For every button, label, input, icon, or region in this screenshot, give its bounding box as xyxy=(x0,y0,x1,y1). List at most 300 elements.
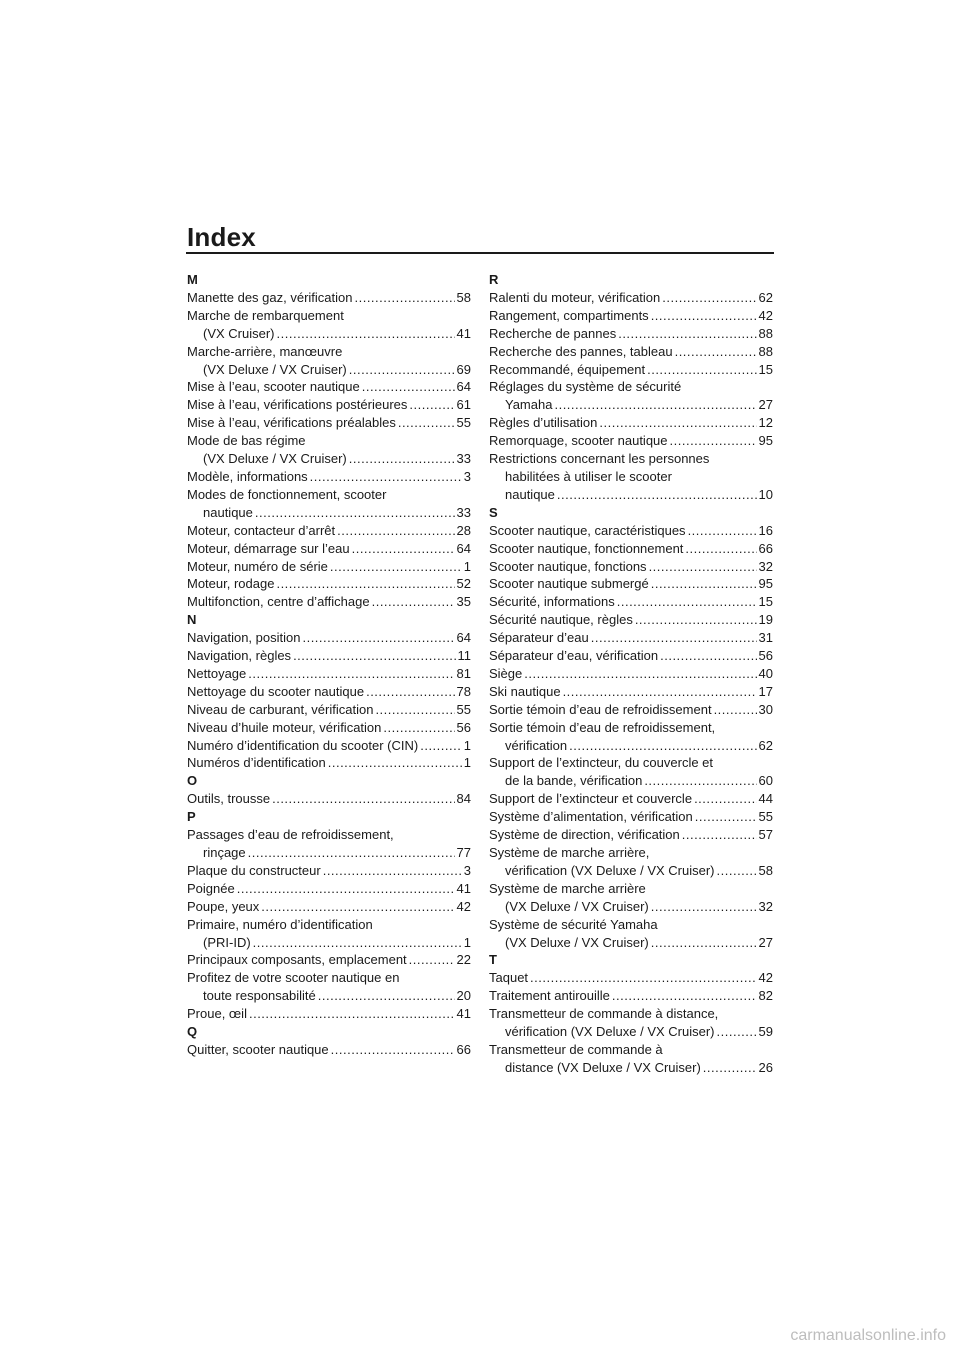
page-number: 40 xyxy=(758,665,773,681)
index-entry-text: Mise à l’eau, vérifications préalables xyxy=(187,415,396,431)
index-entry-text: Yamaha xyxy=(505,397,553,413)
index-entry[interactable] xyxy=(489,647,773,665)
dot-leader xyxy=(398,414,455,432)
index-entry[interactable] xyxy=(187,378,471,396)
page-number: 44 xyxy=(758,791,773,807)
dot-leader xyxy=(599,414,756,432)
index-entry-text: Mode de bas régime xyxy=(187,433,306,449)
index-entry[interactable] xyxy=(489,1005,773,1041)
index-entry-line xyxy=(489,665,773,683)
index-entry[interactable] xyxy=(187,969,471,1005)
index-entry[interactable] xyxy=(489,611,773,629)
index-entry[interactable] xyxy=(187,916,471,952)
index-entry-line xyxy=(187,289,471,307)
page-number: 88 xyxy=(758,343,773,359)
index-entry-line xyxy=(489,772,773,790)
index-entry[interactable] xyxy=(187,701,471,719)
page-number: 64 xyxy=(456,630,471,646)
index-entry-text: Mise à l’eau, vérifications postérieures xyxy=(187,397,408,413)
index-entry[interactable] xyxy=(489,522,773,540)
index-entry-line xyxy=(187,629,471,647)
index-entry-line xyxy=(187,683,471,701)
index-entry-text: distance (VX Deluxe / VX Cruiser) xyxy=(505,1059,701,1075)
dot-leader xyxy=(569,737,756,755)
dot-leader xyxy=(703,1059,757,1077)
index-entry-text: Manette des gaz, vérification xyxy=(187,289,353,305)
dot-leader xyxy=(651,934,757,952)
page-number: 64 xyxy=(456,540,471,556)
dot-leader xyxy=(409,396,454,414)
index-entry-line xyxy=(489,754,773,772)
page-number: 15 xyxy=(758,361,773,377)
index-entry-line xyxy=(489,1041,773,1059)
dot-leader xyxy=(635,611,757,629)
section-letter: P xyxy=(187,809,196,825)
page-number: 95 xyxy=(758,576,773,592)
index-entry[interactable] xyxy=(489,378,773,414)
dot-leader xyxy=(277,325,455,343)
page-number: 41 xyxy=(456,880,471,896)
index-entry[interactable] xyxy=(187,880,471,898)
index-entry-text: (PRI-ID) xyxy=(203,934,251,950)
index-entry-line xyxy=(187,558,471,576)
page-number: 41 xyxy=(456,325,471,341)
index-entry[interactable] xyxy=(187,522,471,540)
dot-leader xyxy=(647,361,756,379)
index-entry-line xyxy=(489,987,773,1005)
dot-leader xyxy=(330,558,462,576)
index-entry-text: Quitter, scooter nautique xyxy=(187,1041,329,1057)
index-entry-line xyxy=(187,468,471,486)
page-number: 20 xyxy=(456,988,471,1004)
index-entry[interactable] xyxy=(489,450,773,504)
title-divider xyxy=(186,252,774,254)
page-number: 42 xyxy=(758,970,773,986)
dot-leader xyxy=(255,504,455,522)
dot-leader xyxy=(331,1041,455,1059)
page-number: 60 xyxy=(758,773,773,789)
dot-leader xyxy=(651,898,757,916)
index-entry-text: Transmetteur de commande à distance, xyxy=(489,1006,719,1022)
page-number: 69 xyxy=(456,361,471,377)
index-entry-line xyxy=(187,969,471,987)
index-entry[interactable] xyxy=(489,307,773,325)
page-number: 41 xyxy=(456,1006,471,1022)
index-entry[interactable] xyxy=(489,540,773,558)
index-entry[interactable] xyxy=(489,701,773,719)
page-number: 10 xyxy=(758,486,773,502)
index-entry-line xyxy=(187,522,471,540)
index-entry-text: nautique xyxy=(505,486,555,502)
index-entry-line xyxy=(489,898,773,916)
index-entry-text: Séparateur d’eau, vérification xyxy=(489,648,659,664)
index-entry[interactable] xyxy=(489,414,773,432)
page-number: 31 xyxy=(758,630,773,646)
index-entry-line xyxy=(489,396,773,414)
index-entry-line xyxy=(187,880,471,898)
index-entry-text: Modèle, informations xyxy=(187,468,308,484)
index-entry[interactable] xyxy=(489,343,773,361)
index-entry[interactable] xyxy=(489,558,773,576)
index-entry[interactable] xyxy=(489,790,773,808)
index-entry[interactable] xyxy=(187,683,471,701)
page-number: 84 xyxy=(456,791,471,807)
index-entry[interactable] xyxy=(489,808,773,826)
index-entry[interactable] xyxy=(187,898,471,916)
index-entry[interactable] xyxy=(489,880,773,916)
index-entry-line xyxy=(489,522,773,540)
index-entry-text: (VX Cruiser) xyxy=(203,325,275,341)
dot-leader xyxy=(237,880,455,898)
index-entry[interactable] xyxy=(489,754,773,790)
index-entry-line xyxy=(187,414,471,432)
index-entry[interactable] xyxy=(187,468,471,486)
index-entry[interactable] xyxy=(187,629,471,647)
page-number: 1 xyxy=(463,755,471,771)
dot-leader xyxy=(383,719,454,737)
index-entry[interactable] xyxy=(187,665,471,683)
index-entry[interactable] xyxy=(489,719,773,755)
page-number: 26 xyxy=(758,1059,773,1075)
index-entry-text: Réglages du système de sécurité xyxy=(489,379,682,395)
dot-leader xyxy=(409,951,455,969)
index-entry-text: Scooter nautique, fonctions xyxy=(489,558,647,574)
dot-leader xyxy=(662,289,756,307)
dot-leader xyxy=(717,862,757,880)
index-entry-text: Marche de rembarquement xyxy=(187,307,344,323)
index-entry[interactable] xyxy=(187,575,471,593)
index-entry-text: Passages d’eau de refroidissement, xyxy=(187,827,394,843)
index-entry-line xyxy=(489,826,773,844)
index-entry-text: Niveau d’huile moteur, vérification xyxy=(187,719,382,735)
index-entry-text: Plaque du constructeur xyxy=(187,862,321,878)
index-entry-text: Sécurité, informations xyxy=(489,594,615,610)
index-entry-line xyxy=(489,432,773,450)
index-entry[interactable] xyxy=(489,987,773,1005)
index-entry-text: Poupe, yeux xyxy=(187,898,260,914)
dot-leader xyxy=(323,862,462,880)
dot-leader xyxy=(420,737,462,755)
index-entry-text: Modes de fonctionnement, scooter xyxy=(187,486,387,502)
index-entry-text: Nettoyage xyxy=(187,665,247,681)
page-number: 56 xyxy=(758,648,773,664)
index-entry-line xyxy=(187,325,471,343)
index-entry-line xyxy=(489,844,773,862)
index-entry-line xyxy=(489,701,773,719)
index-entry-line xyxy=(187,665,471,683)
index-entry-line xyxy=(187,987,471,1005)
page-number: 95 xyxy=(758,433,773,449)
index-entry[interactable] xyxy=(489,575,773,593)
index-entry-text: Support de l’extincteur, du couvercle et xyxy=(489,755,714,771)
index-entry-line xyxy=(489,683,773,701)
page-number: 17 xyxy=(758,683,773,699)
dot-leader xyxy=(557,486,757,504)
index-entry-text: (VX Deluxe / VX Cruiser) xyxy=(505,898,649,914)
index-entry[interactable] xyxy=(187,790,471,808)
index-entry-text: Navigation, règles xyxy=(187,648,292,664)
index-entry-line xyxy=(187,432,471,450)
dot-leader xyxy=(354,289,454,307)
dot-leader xyxy=(276,575,454,593)
page-number: 81 xyxy=(456,665,471,681)
dot-leader xyxy=(685,540,756,558)
index-entry[interactable] xyxy=(489,325,773,343)
page-number: 82 xyxy=(758,988,773,1004)
index-entry[interactable] xyxy=(489,844,773,880)
index-entry-text: Restrictions concernant les personnes xyxy=(489,451,710,467)
index-entry-text: Siège xyxy=(489,665,523,681)
index-entry[interactable] xyxy=(187,540,471,558)
index-entry[interactable] xyxy=(489,665,773,683)
index-entry-line xyxy=(489,934,773,952)
index-entry[interactable] xyxy=(489,1041,773,1077)
index-entry-text: Numéro d’identification du scooter (CIN) xyxy=(187,737,419,753)
page-number: 55 xyxy=(456,701,471,717)
index-entry-text: Système de direction, vérification xyxy=(489,827,680,843)
dot-leader xyxy=(310,468,462,486)
index-entry-text: Outils, trousse xyxy=(187,791,271,807)
index-entry[interactable] xyxy=(187,1005,471,1023)
index-entry-line xyxy=(187,719,471,737)
page-number: 56 xyxy=(456,719,471,735)
index-entry-text: Sécurité nautique, règles xyxy=(489,612,633,628)
index-entry[interactable] xyxy=(187,343,471,379)
page-number: 3 xyxy=(463,862,471,878)
dot-leader xyxy=(372,593,455,611)
page-number: 28 xyxy=(456,522,471,538)
index-entry[interactable] xyxy=(187,826,471,862)
index-entry-text: Moteur, contacteur d’arrêt xyxy=(187,522,336,538)
dot-leader xyxy=(612,987,757,1005)
index-entry-text: Scooter nautique submergé xyxy=(489,576,649,592)
section-letter: Q xyxy=(187,1024,198,1040)
index-entry-line xyxy=(489,808,773,826)
index-entry-line xyxy=(489,575,773,593)
index-entry-text: (VX Deluxe / VX Cruiser) xyxy=(203,451,347,467)
index-entry-text: Remorquage, scooter nautique xyxy=(489,433,668,449)
dot-leader xyxy=(714,701,757,719)
index-entry-text: Système de marche arrière xyxy=(489,880,646,896)
index-entry-line xyxy=(489,486,773,504)
index-entry-text: nautique xyxy=(203,504,253,520)
index-entry-line xyxy=(489,916,773,934)
dot-leader xyxy=(675,343,757,361)
page-number: 11 xyxy=(457,648,471,664)
index-entry-line xyxy=(187,343,471,361)
index-entry-text: Marche-arrière, manœuvre xyxy=(187,343,343,359)
index-entry-line xyxy=(187,916,471,934)
page-number: 30 xyxy=(758,701,773,717)
index-entry-line xyxy=(187,378,471,396)
index-entry-line xyxy=(489,862,773,880)
page-number: 66 xyxy=(456,1041,471,1057)
index-entry-text: Système d’alimentation, vérification xyxy=(489,809,693,825)
index-entry-line xyxy=(187,450,471,468)
index-entry-line xyxy=(187,307,471,325)
index-entry-text: Scooter nautique, caractéristiques xyxy=(489,522,686,538)
dot-leader xyxy=(349,450,455,468)
index-entry-line xyxy=(489,361,773,379)
index-entry-line xyxy=(489,325,773,343)
index-entry-line xyxy=(489,880,773,898)
section-letter: O xyxy=(187,773,198,789)
index-entry-line xyxy=(187,898,471,916)
index-entry-text: rinçage xyxy=(203,845,246,860)
index-entry-text: Sortie témoin d’eau de refroidissement, xyxy=(489,719,716,735)
index-entry-line xyxy=(187,862,471,880)
index-entry-text: Numéros d’identification xyxy=(187,755,326,771)
index-entry[interactable] xyxy=(187,289,471,307)
index-column-left xyxy=(187,271,471,1059)
index-entry[interactable] xyxy=(187,593,471,611)
index-entry-text: Rangement, compartiments xyxy=(489,307,649,323)
page-number: 27 xyxy=(758,934,773,950)
index-entry[interactable] xyxy=(187,558,471,576)
dot-leader xyxy=(688,522,757,540)
index-entry-line xyxy=(187,844,471,862)
dot-leader xyxy=(695,808,757,826)
index-entry-line xyxy=(187,1005,471,1023)
page-number: 42 xyxy=(758,307,773,323)
index-entry-text: Niveau de carburant, vérification xyxy=(187,701,374,717)
dot-leader xyxy=(318,987,455,1005)
index-entry-line xyxy=(187,575,471,593)
page-number: 78 xyxy=(456,683,471,699)
index-entry-line xyxy=(187,737,471,755)
page-number: 55 xyxy=(456,415,471,431)
index-entry-text: Ski nautique xyxy=(489,683,561,699)
index-entry-text: Séparateur d’eau xyxy=(489,630,589,646)
page-number: 52 xyxy=(456,576,471,592)
index-entry-text: Moteur, démarrage sur l’eau xyxy=(187,540,350,556)
index-entry[interactable] xyxy=(489,629,773,647)
index-entry-text: Mise à l’eau, scooter nautique xyxy=(187,379,360,395)
dot-leader xyxy=(352,540,455,558)
index-entry[interactable] xyxy=(187,647,471,665)
index-entry-line xyxy=(489,737,773,755)
index-entry-text: Moteur, numéro de série xyxy=(187,558,328,574)
index-entry-line xyxy=(187,593,471,611)
index-entry[interactable] xyxy=(187,1041,471,1059)
index-entry[interactable] xyxy=(187,754,471,772)
index-entry[interactable] xyxy=(489,289,773,307)
index-entry-line xyxy=(489,558,773,576)
index-entry-line xyxy=(187,396,471,414)
dot-leader xyxy=(328,754,462,772)
dot-leader xyxy=(651,575,757,593)
index-entry-line xyxy=(489,1023,773,1041)
page-number: 62 xyxy=(758,737,773,753)
index-entry-text: Multifonction, centre d’affichage xyxy=(187,594,370,610)
page-number: 15 xyxy=(758,594,773,610)
dot-leader xyxy=(249,1005,455,1023)
page-number: 22 xyxy=(456,952,471,968)
index-column-right xyxy=(489,271,773,1077)
index-entry[interactable] xyxy=(187,414,471,432)
index-entry[interactable] xyxy=(187,396,471,414)
dot-leader xyxy=(682,826,757,844)
dot-leader xyxy=(272,790,454,808)
index-entry-text: Profitez de votre scooter nautique en xyxy=(187,970,400,986)
index-entry-line xyxy=(489,611,773,629)
index-entry-line xyxy=(489,343,773,361)
page-number: 19 xyxy=(758,612,773,628)
index-entry[interactable] xyxy=(489,432,773,450)
index-entry-text: Support de l’extincteur et couvercle xyxy=(489,791,693,807)
index-entry-line xyxy=(187,951,471,969)
index-entry-line xyxy=(489,414,773,432)
index-entry[interactable] xyxy=(187,307,471,343)
index-entry[interactable] xyxy=(187,951,471,969)
index-entry-line xyxy=(489,969,773,987)
dot-leader xyxy=(302,629,454,647)
index-entry-line xyxy=(187,1041,471,1059)
index-entry[interactable] xyxy=(489,683,773,701)
dot-leader xyxy=(651,307,757,325)
index-entry-text: Recherche de pannes xyxy=(489,325,617,341)
dot-leader xyxy=(617,593,757,611)
index-entry-line xyxy=(489,790,773,808)
page-number: 58 xyxy=(758,862,773,878)
index-entry-line xyxy=(187,504,471,522)
dot-leader xyxy=(337,522,454,540)
index-entry-line xyxy=(187,754,471,772)
dot-leader xyxy=(366,683,454,701)
dot-leader xyxy=(375,701,454,719)
dot-leader xyxy=(591,629,757,647)
index-entry-text: Scooter nautique, fonctionnement xyxy=(489,540,684,556)
dot-leader xyxy=(362,378,455,396)
index-entry-line xyxy=(489,468,773,486)
page-number: 33 xyxy=(456,504,471,520)
index-entry-line xyxy=(187,790,471,808)
page-number: 62 xyxy=(758,289,773,305)
page-number: 58 xyxy=(456,289,471,305)
index-entry[interactable] xyxy=(489,969,773,987)
index-entry[interactable] xyxy=(489,826,773,844)
page-number: 33 xyxy=(456,451,471,467)
index-entry-text: Système de marche arrière, xyxy=(489,845,650,860)
dot-leader xyxy=(694,790,756,808)
index-entry[interactable] xyxy=(489,916,773,952)
site-watermark[interactable]: carmanualsonline.info xyxy=(790,1327,946,1344)
index-entry-line xyxy=(489,647,773,665)
index-entry-line xyxy=(187,361,471,379)
index-entry[interactable] xyxy=(187,486,471,522)
index-entry-text: (VX Deluxe / VX Cruiser) xyxy=(203,361,347,377)
index-entry[interactable] xyxy=(489,593,773,611)
index-entry[interactable] xyxy=(489,361,773,379)
index-entry-text: Navigation, position xyxy=(187,630,301,646)
dot-leader xyxy=(261,898,454,916)
index-entry-text: vérification xyxy=(505,737,568,753)
index-entry[interactable] xyxy=(187,862,471,880)
page-number: 32 xyxy=(758,558,773,574)
page-number: 16 xyxy=(758,522,773,538)
index-entry-line xyxy=(187,647,471,665)
dot-leader xyxy=(717,1023,757,1041)
index-entry[interactable] xyxy=(187,719,471,737)
page-number: 64 xyxy=(456,379,471,395)
index-entry-text: Ralenti du moteur, vérification xyxy=(489,289,661,305)
index-entry[interactable] xyxy=(187,737,471,755)
index-entry[interactable] xyxy=(187,432,471,468)
index-entry-line xyxy=(489,378,773,396)
page-number: 57 xyxy=(758,827,773,843)
dot-leader xyxy=(248,844,455,862)
index-entry-text: Moteur, rodage xyxy=(187,576,275,592)
